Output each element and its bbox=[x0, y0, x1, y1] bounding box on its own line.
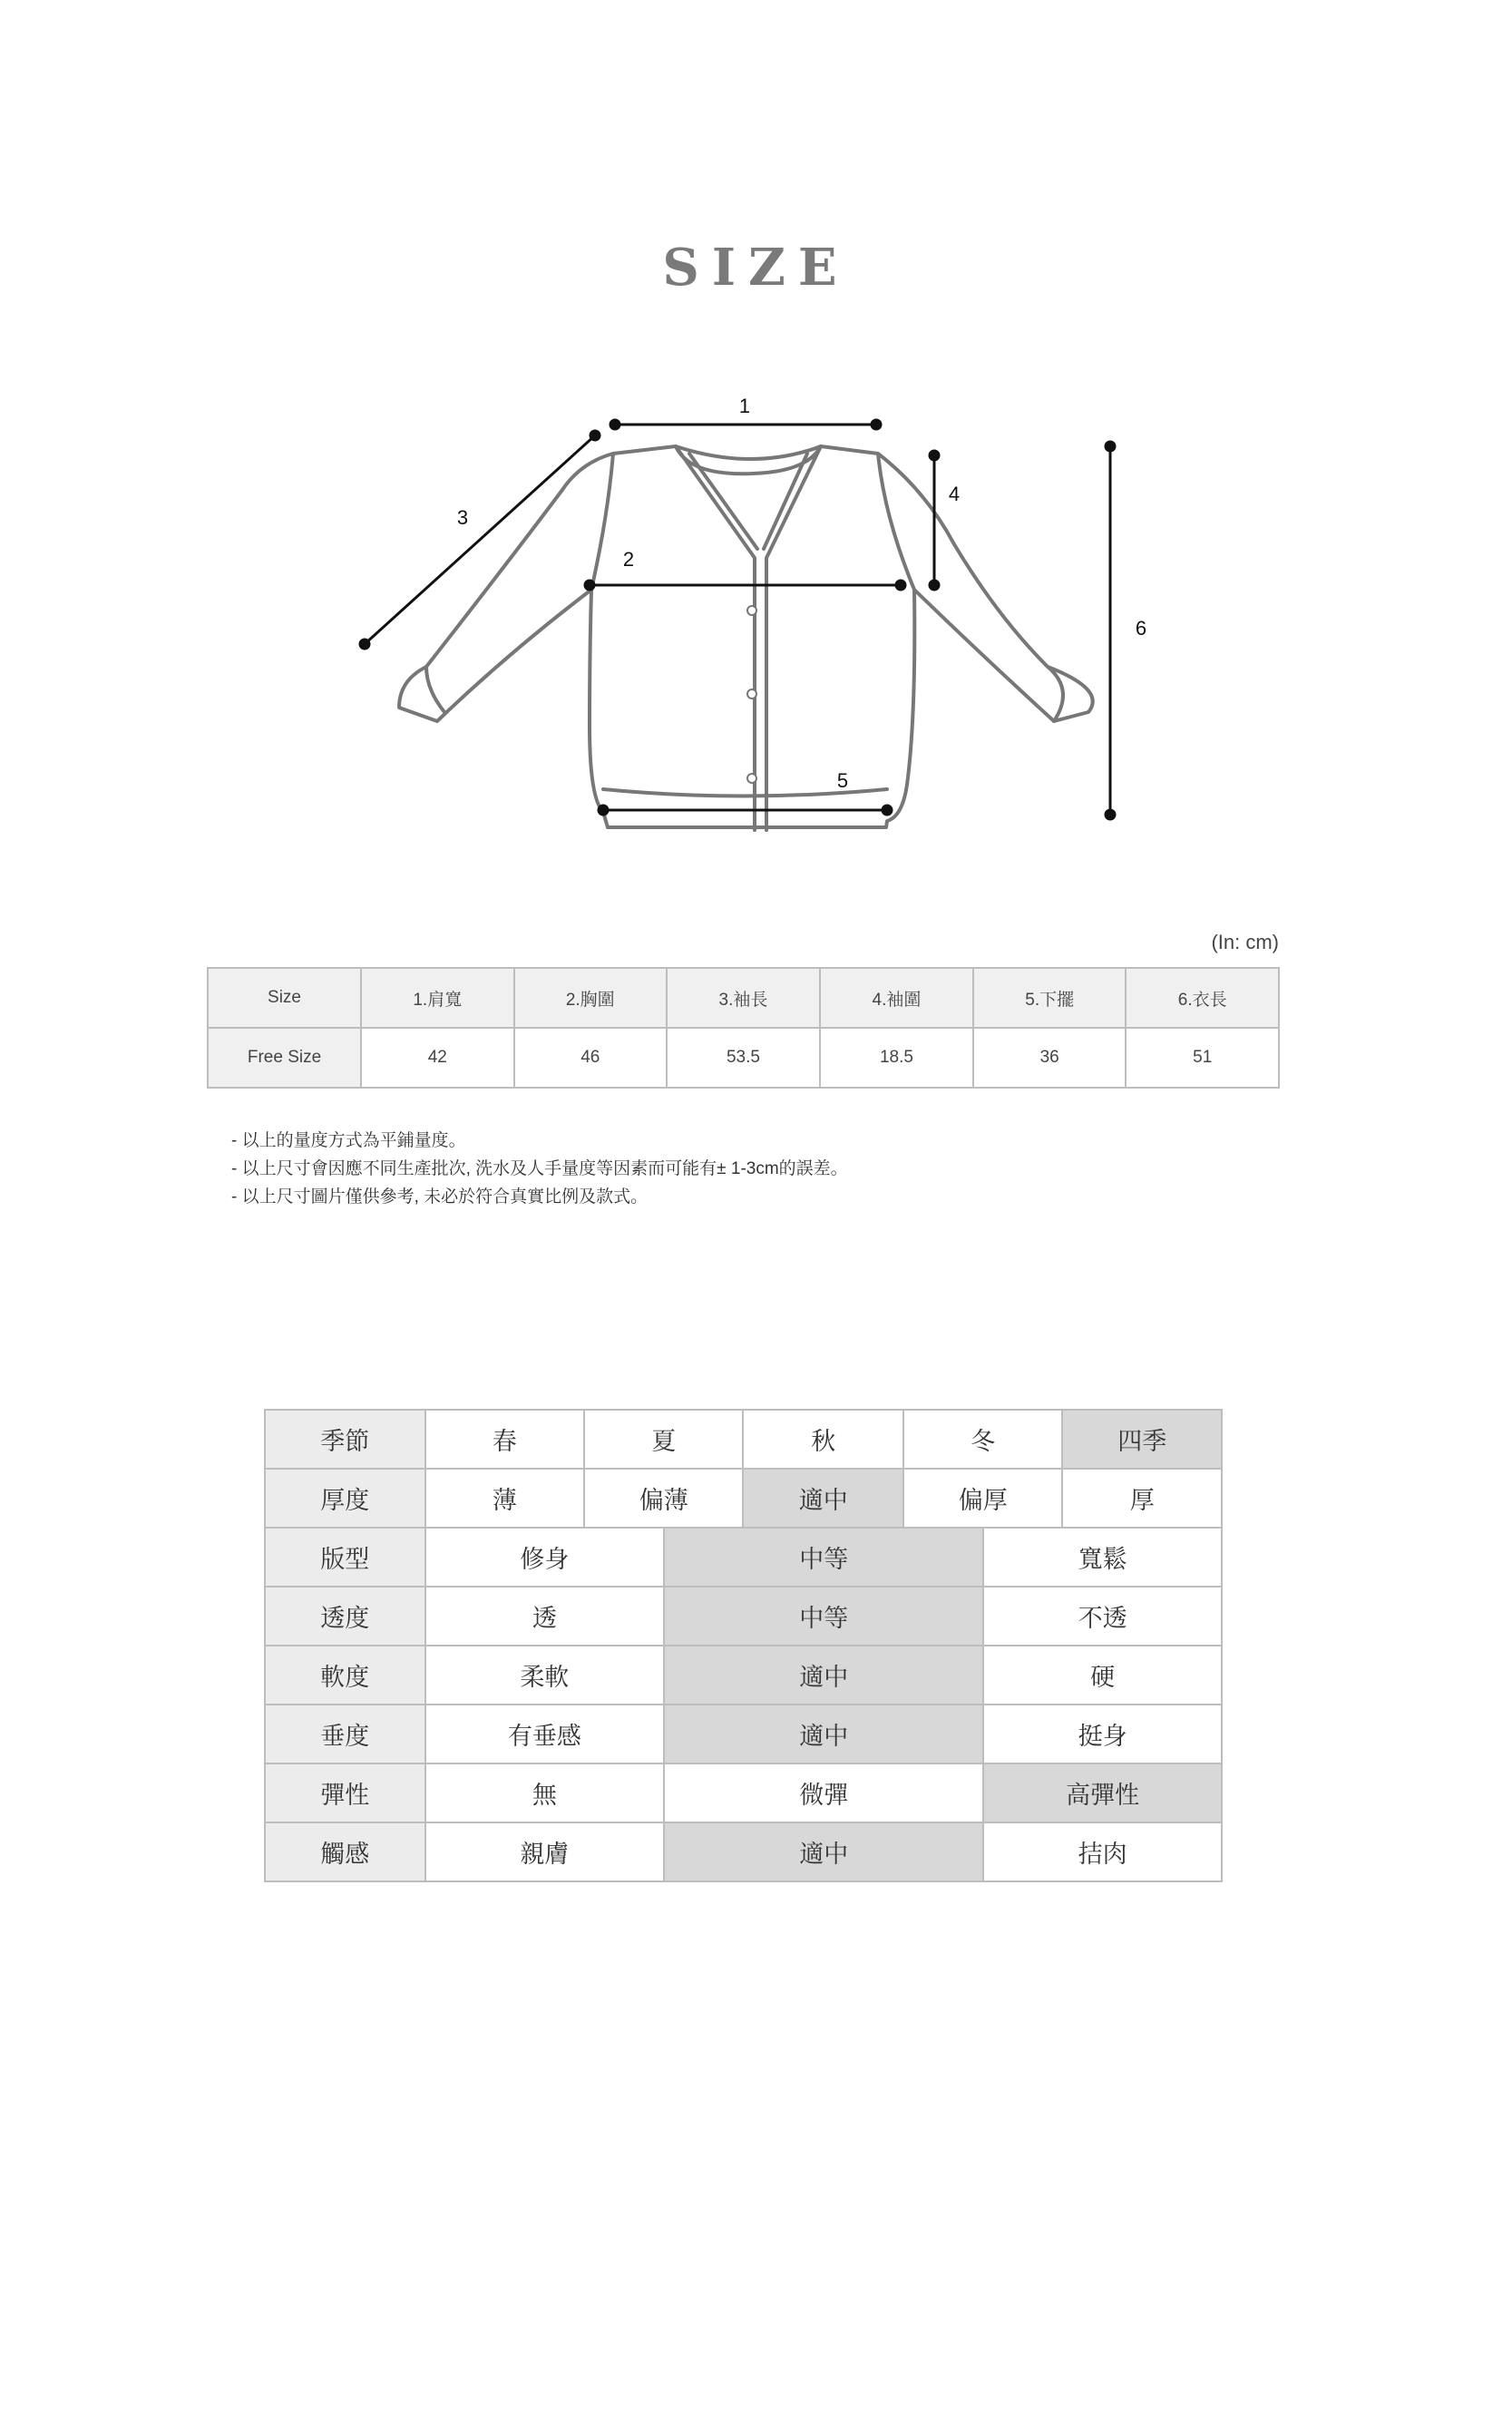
size-table-header: 6.衣長 bbox=[1126, 968, 1279, 1028]
size-table-cell: 42 bbox=[361, 1028, 513, 1088]
size-table-cell: 36 bbox=[973, 1028, 1126, 1088]
attribute-option: 薄 bbox=[425, 1469, 584, 1528]
attribute-row-transparency bbox=[265, 1587, 1222, 1646]
note-line: - 以上尺寸圖片僅供參考, 未必於符合真實比例及款式。 bbox=[231, 1187, 649, 1206]
fabric-attribute-table bbox=[264, 1409, 1223, 1882]
attribute-option: 中等 bbox=[664, 1528, 983, 1587]
attribute-option: 春 bbox=[425, 1410, 584, 1469]
attribute-row-touch bbox=[265, 1822, 1222, 1881]
cardigan-cuff-right bbox=[1048, 667, 1063, 721]
attribute-option: 四季 bbox=[1062, 1410, 1222, 1469]
button bbox=[747, 689, 756, 698]
attribute-label: 觸感 bbox=[265, 1822, 425, 1881]
cardigan-placket-left bbox=[676, 446, 755, 830]
attribute-label: 版型 bbox=[265, 1528, 425, 1587]
attribute-row-drape bbox=[265, 1705, 1222, 1763]
size-table-cell: 51 bbox=[1126, 1028, 1279, 1088]
size-table-cell: 18.5 bbox=[820, 1028, 973, 1088]
attribute-label: 垂度 bbox=[265, 1705, 425, 1763]
attribute-option: 無 bbox=[425, 1763, 665, 1822]
attribute-option: 適中 bbox=[664, 1705, 983, 1763]
measure-label-6: 6 bbox=[1135, 617, 1147, 640]
cardigan-measurement-diagram bbox=[0, 0, 1512, 871]
attribute-option: 夏 bbox=[584, 1410, 743, 1469]
size-table bbox=[207, 967, 1280, 1089]
attribute-option: 硬 bbox=[983, 1646, 1222, 1705]
attribute-row-elasticity bbox=[265, 1763, 1222, 1822]
attribute-option: 秋 bbox=[743, 1410, 903, 1469]
measure-label-4: 4 bbox=[948, 483, 961, 505]
attribute-row-thickness bbox=[265, 1469, 1222, 1528]
attribute-option: 厚 bbox=[1062, 1469, 1222, 1528]
attribute-label: 彈性 bbox=[265, 1763, 425, 1822]
button bbox=[747, 606, 756, 615]
attribute-option: 適中 bbox=[664, 1646, 983, 1705]
size-table-cell: 53.5 bbox=[667, 1028, 820, 1088]
attribute-option: 有垂感 bbox=[425, 1705, 665, 1763]
measure-label-2: 2 bbox=[622, 548, 635, 571]
size-table-row bbox=[208, 1028, 1279, 1088]
attribute-option: 微彈 bbox=[664, 1763, 983, 1822]
cardigan-outline bbox=[399, 446, 1093, 827]
cardigan-armhole-left bbox=[591, 454, 613, 590]
page-title: SIZE bbox=[662, 238, 850, 298]
attribute-option: 柔軟 bbox=[425, 1646, 665, 1705]
attribute-option: 適中 bbox=[743, 1469, 903, 1528]
attribute-option: 冬 bbox=[903, 1410, 1062, 1469]
note-line: - 以上的量度方式為平鋪量度。 bbox=[231, 1131, 466, 1150]
attribute-row-fit bbox=[265, 1528, 1222, 1587]
attribute-option: 高彈性 bbox=[983, 1763, 1222, 1822]
attribute-label: 透度 bbox=[265, 1587, 425, 1646]
size-table-cell: 46 bbox=[514, 1028, 667, 1088]
size-table-header: 5.下擺 bbox=[973, 968, 1126, 1028]
attribute-option: 適中 bbox=[664, 1822, 983, 1881]
size-table-header: 3.袖長 bbox=[667, 968, 820, 1028]
button bbox=[747, 774, 756, 783]
attribute-option: 不透 bbox=[983, 1587, 1222, 1646]
attribute-label: 季節 bbox=[265, 1410, 425, 1469]
attribute-label: 軟度 bbox=[265, 1646, 425, 1705]
attribute-label: 厚度 bbox=[265, 1469, 425, 1528]
note-line: - 以上尺寸會因應不同生產批次, 洗水及人手量度等因素而可能有± 1-3cm的誤差。 bbox=[231, 1159, 848, 1178]
measure-label-5: 5 bbox=[836, 769, 849, 792]
measurement-notes bbox=[231, 1127, 848, 1211]
attribute-row-season bbox=[265, 1410, 1222, 1469]
attribute-option: 修身 bbox=[425, 1528, 665, 1587]
cardigan-cuff-left bbox=[426, 667, 444, 712]
size-table-header: 4.袖圍 bbox=[820, 968, 973, 1028]
attribute-option: 親膚 bbox=[425, 1822, 665, 1881]
unit-note: (In: cm) bbox=[1211, 931, 1279, 953]
cardigan-placket-right bbox=[766, 446, 821, 830]
cardigan-placket-inner-left bbox=[689, 454, 757, 549]
measure-label-3: 3 bbox=[456, 506, 469, 529]
size-table-header: 2.胸圍 bbox=[514, 968, 667, 1028]
measure-label-1: 1 bbox=[738, 395, 751, 417]
size-table-header: Size bbox=[208, 968, 361, 1028]
attribute-option: 中等 bbox=[664, 1587, 983, 1646]
size-table-cell: Free Size bbox=[208, 1028, 361, 1088]
size-table-header-row bbox=[208, 968, 1279, 1028]
attribute-option: 偏薄 bbox=[584, 1469, 743, 1528]
cardigan-armhole-right bbox=[878, 454, 914, 590]
size-table-header: 1.肩寬 bbox=[361, 968, 513, 1028]
attribute-option: 偏厚 bbox=[903, 1469, 1062, 1528]
attribute-option: 寬鬆 bbox=[983, 1528, 1222, 1587]
attribute-option: 透 bbox=[425, 1587, 665, 1646]
attribute-option: 挺身 bbox=[983, 1705, 1222, 1763]
attribute-option: 拮肉 bbox=[983, 1822, 1222, 1881]
attribute-row-softness bbox=[265, 1646, 1222, 1705]
